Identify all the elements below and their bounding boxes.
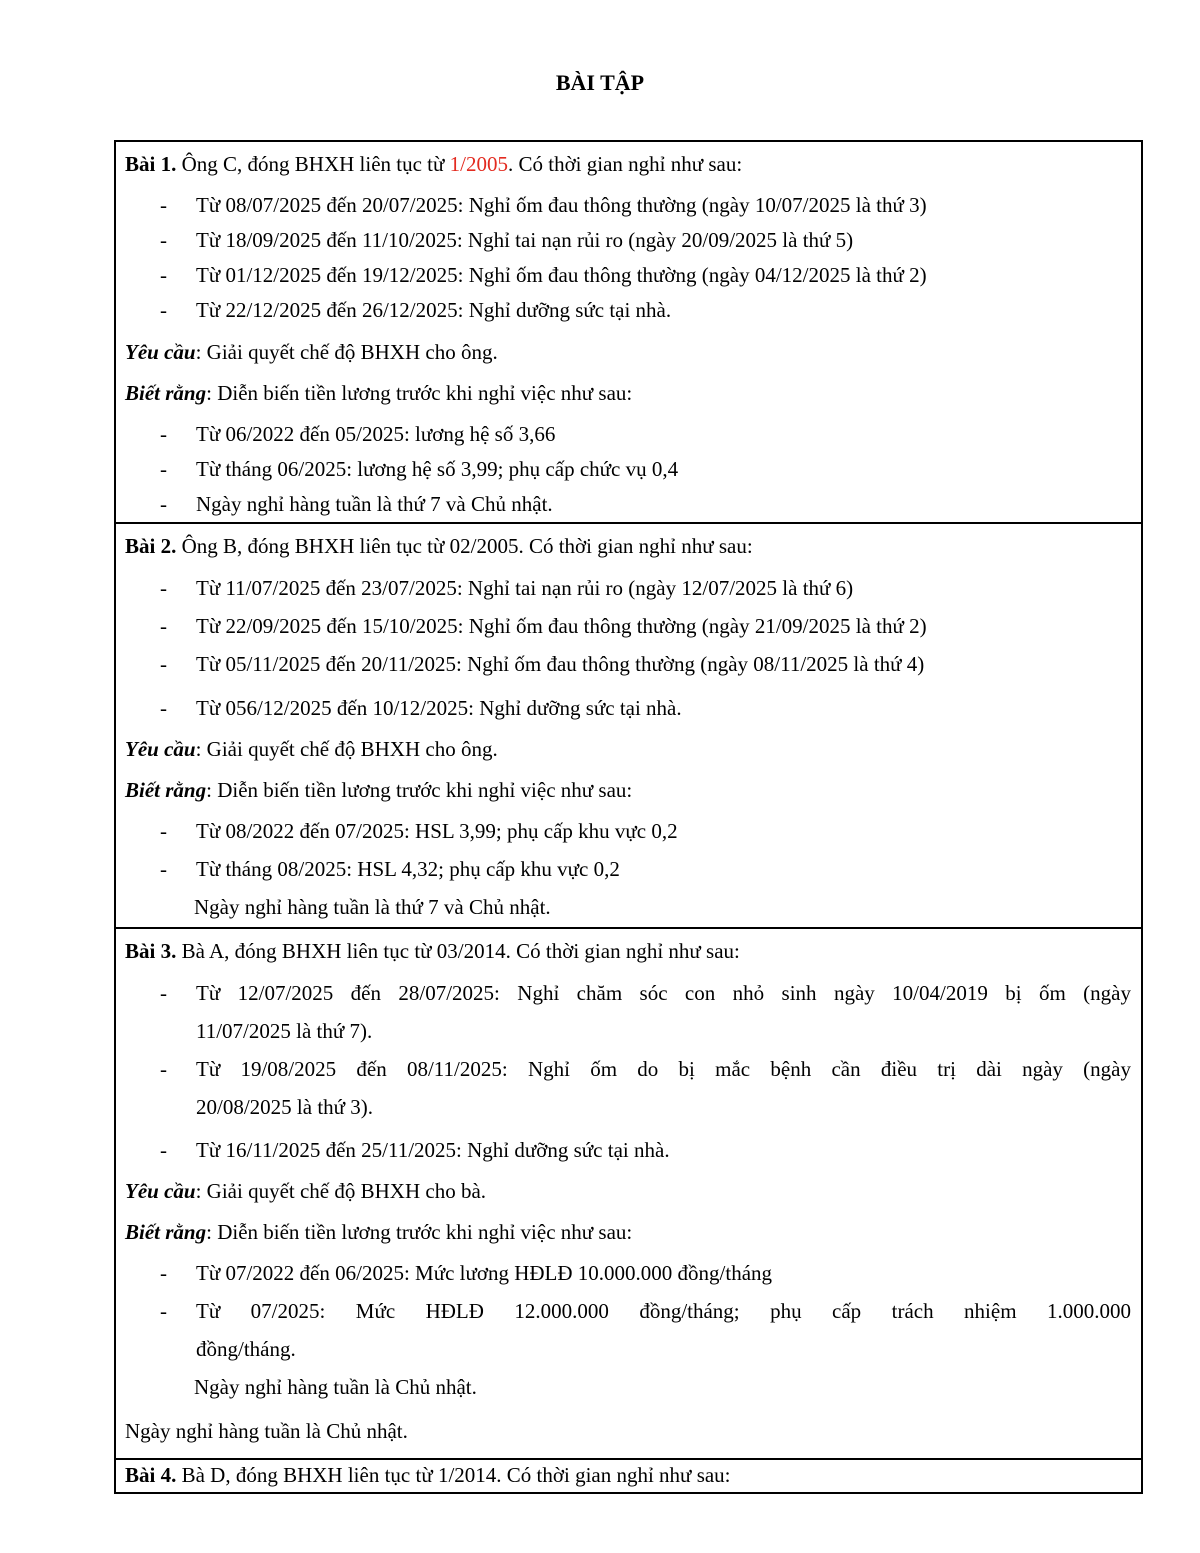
exercise-1-box: Bài 1. Ông C, đóng BHXH liên tục từ 1/2005. Có thời gian nghỉ như sau: - Từ 08/07/2025 đến 20/07/2025: Nghỉ ốm đau thông thường (ngày 10/07/2025 là thứ 3) - Từ 18/09/2025 đến 11/10/2025: Nghỉ tai nạn rủi ro (ngày 20/09/2025 là thứ 5) - Từ 01/12/2025 đến 19/12/2025: Nghỉ ốm đau thông thường (ngày 04/12/2025 là thứ 2) - Từ 22/12/2025 đến 26/12/2025: Nghỉ dưỡng sức tại nhà. Yêu cầu: Giải quyết chế độ BHXH cho ông. Biết rằng: Diễn biến tiền lương trước khi nghỉ việc như sau: - Từ 06/2022 đến 05/2025: lương hệ số 3,66 - Từ tháng 06/2025: lương hệ số 3,99; phụ cấp chức vụ 0,4 - Ngày nghỉ hàng tuần là thứ 7 và Chủ nhật. <box>114 140 1143 522</box>
bullet-dash: - <box>160 819 167 843</box>
bullet-dash: - <box>160 1299 167 1323</box>
exercise-3-intro: Bài 3. Bà A, đóng BHXH liên tục từ 03/2014. Có thời gian nghỉ như sau: <box>125 939 740 963</box>
exercise-3-requirement: Yêu cầu: Giải quyết chế độ BHXH cho bà. <box>125 1179 487 1203</box>
bullet-dash: - <box>160 1261 167 1285</box>
exercise-3-weekly-off-repeat: Ngày nghỉ hàng tuần là Chủ nhật. <box>125 1419 408 1443</box>
exercise-1-start-date: 1/2005 <box>449 152 508 176</box>
bullet-dash: - <box>160 857 167 881</box>
bullet-dash: - <box>160 696 167 720</box>
bullet-dash: - <box>160 981 167 1005</box>
bullet-dash: - <box>160 576 167 600</box>
bullet-dash: - <box>160 228 167 252</box>
exercise-2-box: Bài 2. Ông B, đóng BHXH liên tục từ 02/2005. Có thời gian nghỉ như sau: - Từ 11/07/2025 đến 23/07/2025: Nghỉ tai nạn rủi ro (ngày 12/07/2025 là thứ 6) - Từ 22/09/2025 đến 15/10/2025: Nghỉ ốm đau thông thường (ngày 21/09/2025 là thứ 2) - Từ 05/11/2025 đến 20/11/2025: Nghỉ ốm đau thông thường (ngày 08/11/2025 là thứ 4) - Từ 056/12/2025 đến 10/12/2025: Nghỉ dưỡng sức tại nhà. Yêu cầu: Giải quyết chế độ BHXH cho ông. Biết rằng: Diễn biến tiền lương trước khi nghỉ việc như sau: - Từ 08/2022 đến 07/2025: HSL 3,99; phụ cấp khu vực 0,2 - Từ tháng 08/2025: HSL 4,32; phụ cấp khu vực 0,2 Ngày nghỉ hàng tuần là thứ 7 và Chủ nhật. <box>114 522 1143 927</box>
bullet-dash: - <box>160 614 167 638</box>
exercise-1-requirement: Yêu cầu: Giải quyết chế độ BHXH cho ông. <box>125 340 498 364</box>
exercise-3-given: Biết rằng: Diễn biến tiền lương trước khi nghỉ việc như sau: <box>125 1220 633 1244</box>
exercise-3-label: Bài 3. <box>125 939 177 963</box>
bullet-dash: - <box>160 193 167 217</box>
page-title: BÀI TẬP <box>555 70 645 95</box>
exercise-1-intro: Bài 1. Ông C, đóng BHXH liên tục từ 1/2005. Có thời gian nghỉ như sau: <box>125 152 743 176</box>
exercise-1-given: Biết rằng: Diễn biến tiền lương trước khi nghỉ việc như sau: <box>125 381 633 405</box>
bullet-dash: - <box>160 1138 167 1162</box>
bullet-dash: - <box>160 263 167 287</box>
exercise-2-given: Biết rằng: Diễn biến tiền lương trước khi nghỉ việc như sau: <box>125 778 633 802</box>
exercise-2-label: Bài 2. <box>125 534 177 558</box>
exercise-2-weekly-off: Ngày nghỉ hàng tuần là thứ 7 và Chủ nhật. <box>194 895 551 919</box>
exercise-1-label: Bài 1. <box>125 152 177 176</box>
exercise-2-requirement: Yêu cầu: Giải quyết chế độ BHXH cho ông. <box>125 737 498 761</box>
bullet-dash: - <box>160 298 167 322</box>
bullet-dash: - <box>160 422 167 446</box>
exercise-4-intro: Bài 4. Bà D, đóng BHXH liên tục từ 1/2014. Có thời gian nghỉ như sau: <box>125 1463 731 1487</box>
exercise-4-box <box>114 1458 1143 1494</box>
exercise-3-weekly-off: Ngày nghỉ hàng tuần là Chủ nhật. <box>194 1375 477 1399</box>
bullet-dash: - <box>160 457 167 481</box>
exercise-3-box: Bài 3. Bà A, đóng BHXH liên tục từ 03/2014. Có thời gian nghỉ như sau: - Từ 12/07/2025 đến 28/07/2025: Nghỉ chăm sóc con nhỏ sinh ngày 10/04/2019 bị ốm (ngày 11/07/2025 là thứ 7). - Từ 19/08/2025 đến 08/11/2025: Nghỉ ốm do bị mắc bệnh cần điều trị dài ngày (ngày 20/08/2025 là thứ 3). - Từ 16/11/2025 đến 25/11/2025: Nghỉ dưỡng sức tại nhà. Yêu cầu: Giải quyết chế độ BHXH cho bà. Biết rằng: Diễn biến tiền lương trước khi nghỉ việc như sau: - Từ 07/2022 đến 06/2025: Mức lương HĐLĐ 10.000.000 đồng/tháng - Từ 07/2025: Mức HĐLĐ 12.000.000 đồng/tháng; phụ cấp trách nhiệm 1.000.000 đồng/tháng. Ngày nghỉ hàng tuần là Chủ nhật. Ngày nghỉ hàng tuần là Chủ nhật. <box>114 927 1143 1458</box>
bullet-dash: - <box>160 492 167 516</box>
exercise-4-label: Bài 4. <box>125 1463 177 1487</box>
exercise-2-intro: Bài 2. Ông B, đóng BHXH liên tục từ 02/2005. Có thời gian nghỉ như sau: <box>125 534 753 558</box>
bullet-dash: - <box>160 1057 167 1081</box>
bullet-dash: - <box>160 652 167 676</box>
